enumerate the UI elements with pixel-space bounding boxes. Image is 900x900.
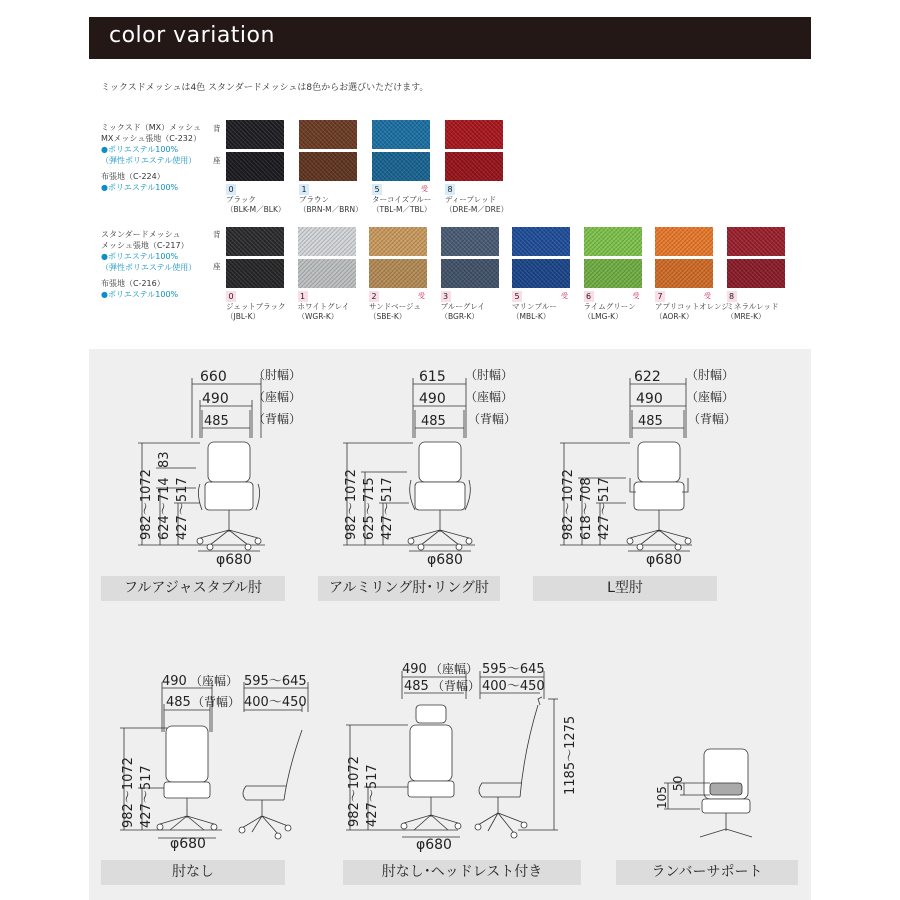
back-fabric-sample (512, 227, 570, 256)
seat-height: 427～517 (365, 764, 380, 827)
made-to-order-mark: 受 (561, 292, 568, 300)
color-swatch[interactable] (655, 227, 729, 322)
seat-width-value: 490 (402, 662, 427, 677)
seat-height: 427～517 (139, 765, 154, 828)
arm-width-value: 660 (200, 369, 227, 385)
intro-text: ミックスドメッシュは4色 スタンダードメッシュは8色からお選びいただけます。 (101, 83, 429, 93)
seat-label: 座 (213, 156, 221, 165)
back-label: 背 (213, 124, 221, 133)
back-fabric-sample (372, 120, 430, 149)
label-line: MXメッシュ張地（C-232） (101, 134, 201, 143)
color-number: 1 (299, 184, 309, 195)
color-swatch[interactable] (226, 120, 284, 215)
color-number: 0 (226, 184, 236, 195)
color-code: （JBL-K） (226, 312, 261, 321)
back-width-label: （背幅） (253, 412, 302, 426)
headrest-diagram (338, 655, 588, 855)
section-banner (89, 17, 811, 59)
seat-fabric-sample (226, 259, 284, 288)
color-code: （MBL-K） (512, 312, 551, 321)
label-line: 布張地（C-216） (101, 279, 165, 288)
color-code: （BLK-M／BLK） (226, 205, 286, 214)
color-swatch[interactable] (226, 227, 284, 322)
label-line: スタンダードメッシュ (101, 230, 181, 239)
back-fabric-sample (441, 227, 499, 256)
back-width-value: 485 (421, 414, 446, 429)
seat-fabric-sample (369, 259, 427, 288)
arm-width-label: （肘幅） (253, 368, 302, 382)
mixed-mesh-label (101, 122, 201, 193)
color-code: （BRN-M／BRN） (299, 205, 363, 214)
caption-no-arm: 肘なし (101, 860, 285, 885)
color-name: サンドベージュ (369, 302, 421, 311)
color-number: 0 (226, 291, 236, 302)
color-name: マリンブルー (512, 302, 557, 311)
base-diameter: φ680 (427, 552, 463, 568)
color-number: 7 (655, 291, 665, 302)
l-type-diagram (552, 360, 737, 568)
seat-label: 座 (213, 262, 221, 271)
seat-fabric-sample (445, 152, 503, 181)
color-number: 6 (584, 291, 594, 302)
caption-full-adjustable: フルアジャスタブル肘 (101, 576, 285, 601)
back-fabric-sample (298, 227, 356, 256)
headrest-height: 1185～1275 (563, 715, 578, 795)
label-line: （弾性ポリエステル使用） (101, 156, 197, 165)
seat-width-value: 490 (202, 391, 229, 407)
back-width-value: 485 (166, 695, 191, 710)
seat-height: 427～517 (380, 477, 395, 540)
seat-fabric-sample (226, 152, 284, 181)
color-name: ディープレッド (445, 195, 497, 204)
color-swatch[interactable] (512, 227, 570, 322)
color-swatch[interactable] (299, 120, 363, 215)
caption-lumbar-support: ランバーサポート (616, 860, 798, 885)
color-swatch[interactable] (445, 120, 509, 215)
color-code: （MRE-K） (726, 312, 766, 321)
seat-fabric-sample (584, 259, 642, 288)
seat-fabric-sample (655, 259, 713, 288)
back-width-label: （背幅） (432, 679, 481, 693)
lumbar-support-diagram (640, 735, 760, 845)
color-number: 1 (298, 291, 308, 302)
arm-width-value: 622 (634, 369, 661, 385)
color-name: ミネラルレッド (726, 302, 779, 311)
label-line: （弾性ポリエステル使用） (101, 263, 197, 272)
seat-width-value: 490 (162, 674, 187, 689)
label-line: メッシュ張地（C-217） (101, 241, 189, 250)
label-line: ミックスド（MX）メッシュ (101, 123, 201, 132)
color-swatch[interactable] (727, 227, 785, 322)
base-diameter: φ680 (216, 552, 252, 568)
aluminum-ring-diagram (335, 360, 517, 568)
seat-fabric-sample (512, 259, 570, 288)
color-number: 8 (445, 184, 455, 195)
label-line: ●ポリエステル100% (101, 145, 179, 154)
seat-fabric-sample (298, 259, 356, 288)
base-diameter: φ680 (646, 552, 682, 568)
back-width-value: 485 (204, 414, 229, 429)
color-code: （BGR-K） (440, 312, 479, 321)
back-width-value: 485 (638, 414, 663, 429)
back-label: 背 (213, 230, 221, 239)
color-code: （TBL-M／TBL） (372, 205, 432, 214)
depth-value: 595～645 (244, 674, 307, 689)
back-width-value: 485 (404, 679, 429, 694)
made-to-order-mark: 受 (704, 292, 711, 300)
back-fabric-sample (445, 120, 503, 149)
color-name: ジェットブラック (226, 302, 286, 311)
color-name: ライムグリーン (583, 302, 636, 311)
seat-width-label: （座幅） (465, 390, 514, 404)
color-number: 5 (512, 291, 522, 302)
color-code: （DRE-M／DRE） (445, 205, 509, 214)
standard-mesh-label (101, 229, 196, 300)
seat-height: 427～517 (175, 477, 190, 540)
seat-width-label: （座幅） (253, 390, 302, 404)
back-fabric-sample (226, 120, 284, 149)
color-swatch[interactable] (441, 227, 499, 322)
back-fabric-sample (655, 227, 713, 256)
made-to-order-mark: 受 (632, 292, 640, 300)
seat-fabric-sample (372, 152, 430, 181)
color-swatch[interactable] (584, 227, 642, 322)
color-swatch[interactable] (298, 227, 356, 322)
overall-height: 982～1072 (139, 469, 154, 540)
color-name: ブラック (226, 195, 256, 204)
seat-depth-value: 400～450 (244, 695, 307, 710)
color-name: ホワイトグレイ (297, 302, 350, 311)
color-number: 5 (372, 184, 382, 195)
seat-depth-value: 400～450 (482, 679, 545, 694)
label-line: ●ポリエステル100% (101, 183, 179, 192)
label-line: 布張地（C-224） (101, 172, 165, 181)
color-code: （SBE-K） (369, 312, 407, 321)
color-name: ブラウン (299, 195, 329, 204)
seat-width-label: （座幅） (686, 390, 735, 404)
seat-fabric-sample (727, 259, 785, 288)
back-fabric-sample (727, 227, 785, 256)
overall-height: 982～1072 (347, 756, 362, 827)
seat-width-value: 490 (636, 391, 663, 407)
color-name: アプリコットオレンジ (655, 302, 729, 311)
back-fabric-sample (299, 120, 357, 149)
overall-height: 982～1072 (121, 757, 136, 828)
color-number: 3 (441, 291, 451, 302)
section-title: color variation (109, 23, 275, 48)
arm-height: 624～714 (157, 477, 172, 540)
color-name: ターコイズブルー (372, 195, 432, 204)
depth-value: 595～645 (482, 662, 545, 677)
color-swatch[interactable] (369, 227, 427, 322)
base-diameter: φ680 (170, 836, 206, 852)
lumbar-range: 105 (655, 786, 669, 809)
arm-width-value: 615 (419, 369, 446, 385)
back-fabric-sample (584, 227, 642, 256)
caption-headrest: 肘なし･ヘッドレスト付き (343, 860, 581, 885)
overall-height: 982～1072 (561, 469, 576, 540)
seat-fabric-sample (441, 259, 499, 288)
label-line: ●ポリエステル100% (101, 252, 179, 261)
seat-fabric-sample (299, 152, 357, 181)
color-code: （LMG-K） (583, 312, 623, 321)
lumbar-stroke: 50 (671, 775, 685, 791)
caption-l-type: L型肘 (533, 576, 717, 601)
back-width-label: （背幅） (468, 412, 517, 426)
color-code: （WGR-K） (297, 312, 339, 321)
arm-adjust-range: 83 (157, 451, 172, 468)
color-swatch[interactable] (372, 120, 430, 215)
color-name: ブルーグレイ (440, 302, 485, 311)
back-width-label: （背幅） (688, 412, 737, 426)
back-fabric-sample (226, 227, 284, 256)
arm-width-label: （肘幅） (686, 368, 735, 382)
seat-width-label: （座幅） (190, 674, 239, 688)
full-adjustable-diagram (130, 360, 302, 568)
seat-width-label: （座幅） (430, 662, 479, 676)
label-line: ●ポリエステル100% (101, 290, 179, 299)
caption-aluminum-ring: アルミリング肘･リング肘 (318, 576, 500, 601)
arm-height: 618～708 (579, 477, 594, 540)
back-fabric-sample (369, 227, 427, 256)
arm-width-label: （肘幅） (465, 368, 514, 382)
seat-width-value: 490 (419, 391, 446, 407)
arm-height: 625～715 (362, 477, 377, 540)
made-to-order-mark: 受 (421, 185, 428, 193)
seat-height: 427～517 (597, 477, 612, 540)
overall-height: 982～1072 (344, 469, 359, 540)
made-to-order-mark: 受 (418, 292, 425, 300)
back-width-label: （背幅） (192, 695, 241, 709)
color-number: 2 (369, 291, 379, 302)
no-arm-diagram (112, 660, 322, 850)
base-diameter: φ680 (416, 837, 452, 853)
color-number: 8 (727, 291, 737, 302)
color-code: （AOR-K） (655, 312, 694, 321)
